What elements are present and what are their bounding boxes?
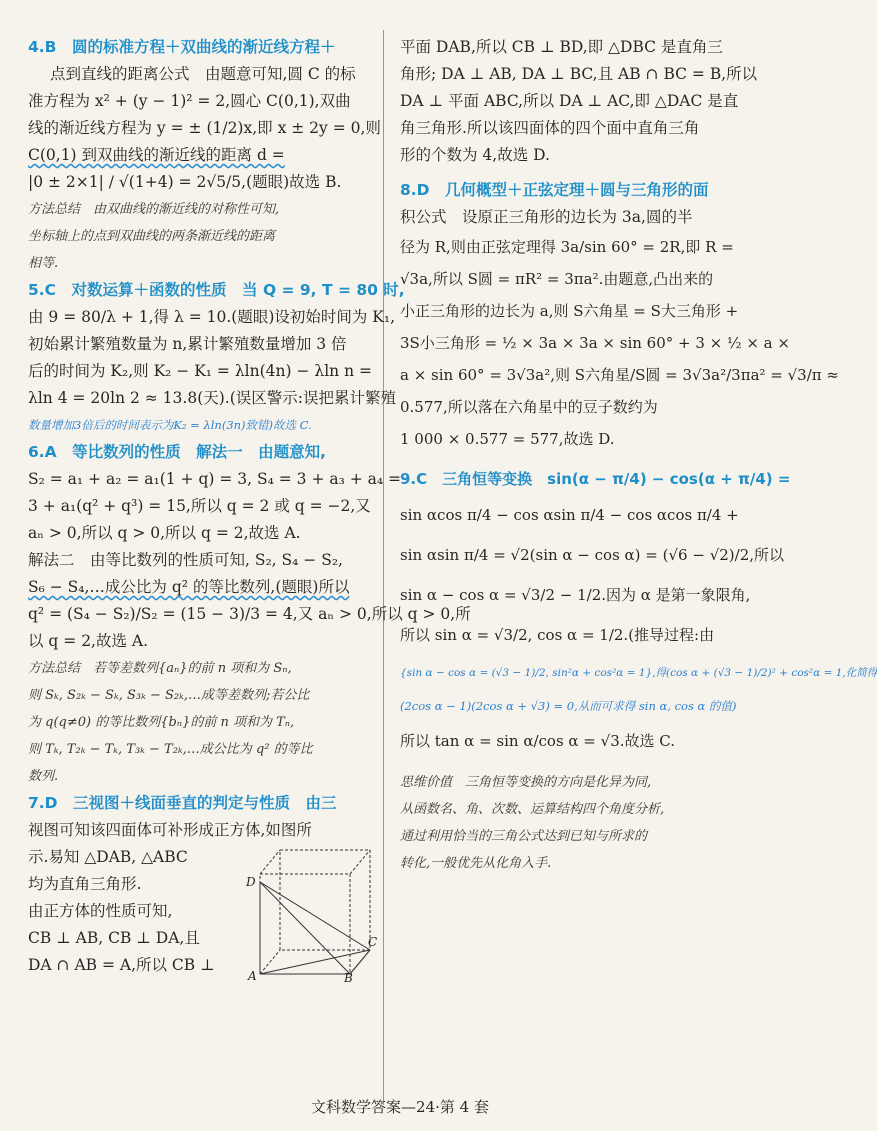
answer-5-line: 由 9 = 80/λ + 1,得 λ = 10.(题眼)设初始时间为 K₁,	[28, 308, 396, 326]
method-line: 方法总结 若等差数列{aₙ}的前 n 项和为 Sₙ,	[28, 661, 292, 676]
answer-9-line: {sin α − cos α = (√3 − 1)/2, sin²α + cos²α = 1},得(cos α + (√3 − 1)/2)² + cos²α = 1,化简得	[400, 667, 877, 679]
answer-4-line: C(0,1) 到双曲线的渐近线的距离 d =	[28, 146, 285, 164]
answer-8-line: 径为 R,则由正弦定理得 3a/sin 60° = 2R,即 R =	[400, 238, 734, 256]
value-line: 从函数名、角、次数、运算结构四个角度分析,	[400, 802, 665, 817]
answer-9-heading: 9.C 三角恒等变换 sin(α − π/4) − cos(α + π/4) =	[400, 470, 791, 488]
method-line: 为 q(q≠0) 的等比数列{bₙ}的前 n 项和为 Tₙ,	[28, 715, 295, 730]
value-line: 转化,一般优先从化角入手.	[400, 856, 552, 871]
answer-9-line: sin αcos π/4 − cos αsin π/4 − cos αcos π/4 +	[400, 506, 739, 524]
answer-7-line: 角形; DA ⊥ AB, DA ⊥ BC,且 AB ∩ BC = B,所以	[400, 65, 758, 83]
answer-7-line: 均为直角三角形.	[28, 875, 142, 893]
answer-7-line: 平面 DAB,所以 CB ⊥ BD,即 △DBC 是直角三	[400, 38, 723, 56]
answer-7-line: 角三角形.所以该四面体的四个面中直角三角	[400, 119, 700, 137]
method-line: 坐标轴上的点到双曲线的两条渐近线的距离	[28, 229, 276, 244]
answer-8	[400, 177, 839, 455]
answer-5-line: λln 4 = 20ln 2 ≈ 13.8(天).(误区警示:误把累计繁殖	[28, 389, 396, 407]
answer-8-line: 1 000 × 0.577 = 577,故选 D.	[400, 430, 615, 448]
answer-7-line: 视图可知该四面体可补形成正方体,如图所	[28, 821, 312, 839]
answer-6-line: aₙ > 0,所以 q > 0,所以 q = 2,故选 A.	[28, 524, 301, 542]
fig-label-b: B	[344, 971, 353, 985]
method-line: 则 Sₖ, S₂ₖ − Sₖ, S₃ₖ − S₂ₖ,…成等差数列;若公比	[28, 688, 310, 703]
answer-8-line: a × sin 60° = 3√3a²,则 S六角星/S圆 = 3√3a²/3πa² = √3/π ≈	[400, 366, 839, 384]
method-line: 数列.	[28, 769, 59, 784]
answer-7-heading: 7.D 三视图＋线面垂直的判定与性质 由三	[28, 794, 337, 812]
fig-label-a: A	[248, 969, 257, 983]
page-footer: 文科数学答案—24·第 4 套	[311, 1098, 489, 1116]
answer-9-line: 所以 sin α = √3/2, cos α = 1/2.(推导过程:由	[400, 626, 715, 644]
answer-9	[400, 463, 877, 761]
left-column	[28, 34, 471, 985]
answer-7-line: 示.易知 △DAB, △ABC	[28, 848, 188, 866]
answer-8-line: 0.577,所以落在六角星中的豆子数约为	[400, 398, 658, 416]
method-summary-4	[28, 196, 376, 277]
answer-4-line: 点到直线的距离公式 由题意可知,圆 C 的标	[50, 65, 356, 83]
answer-8-line: √3a,所以 S圆 = πR² = 3πa².由题意,凸出来的	[400, 270, 714, 288]
value-line: 通过利用恰当的三角公式达到已知与所求的	[400, 829, 648, 844]
answer-9-line: (2cos α − 1)(2cos α + √3) = 0,从而可求得 sin α, cos α 的值)	[400, 699, 737, 713]
answer-5-heading: 5.C 对数运算＋函数的性质 当 Q = 9, T = 80 时,	[28, 281, 405, 299]
answer-4-line: 线的渐近线方程为 y = ± (1/2)x,即 x ± 2y = 0,则	[28, 119, 381, 137]
answer-4-line: |0 ± 2×1| / √(1+4) = 2√5/5,(题眼)故选 B.	[28, 173, 342, 191]
answer-6-line: S₂ = a₁ + a₂ = a₁(1 + q) = 3, S₄ = 3 + a₃ + a₄ =	[28, 470, 402, 488]
answer-6-line: q² = (S₄ − S₂)/S₂ = (15 − 3)/3 = 4,又 aₙ > 0,所以 q > 0,所	[28, 605, 471, 623]
answer-7-continued	[400, 34, 780, 169]
fig-label-d: D	[246, 875, 256, 889]
answer-8-heading: 8.D 几何概型＋正弦定理＋圆与三角形的面	[400, 181, 709, 199]
answer-4-heading: 4.B 圆的标准方程＋双曲线的渐近线方程＋	[28, 38, 336, 56]
answer-8-line: 积公式 设原正三角形的边长为 3a,圆的半	[400, 208, 693, 226]
answer-5-line: 后的时间为 K₂,则 K₂ − K₁ = λln(4n) − λln n =	[28, 362, 372, 380]
answer-8-line: 3S小三角形 = ½ × 3a × 3a × sin 60° + 3 × ½ × a ×	[400, 334, 790, 352]
answer-7-line: DA ⊥ 平面 ABC,所以 DA ⊥ AC,即 △DAC 是直	[400, 92, 739, 110]
answer-5-line: 数量增加3倍后的时间表示为K₂ = λln(3n)致错)故选 C.	[28, 418, 312, 432]
answer-7-line: 形的个数为 4,故选 D.	[400, 146, 550, 164]
method-summary-6	[28, 655, 376, 790]
thinking-value	[400, 769, 780, 877]
value-line: 思维价值 三角恒等变换的方向是化异为同,	[400, 775, 652, 790]
cube-figure	[240, 842, 378, 985]
answer-9-line: 所以 tan α = sin α/cos α = √3.故选 C.	[400, 732, 675, 750]
answer-6-line: S₆ − S₄,…成公比为 q² 的等比数列,(题眼)所以	[28, 578, 350, 596]
answer-8-line: 小正三角形的边长为 a,则 S六角星 = S大三角形 +	[400, 302, 739, 320]
method-line: 则 Tₖ, T₂ₖ − Tₖ, T₃ₖ − T₂ₖ,…成公比为 q² 的等比	[28, 742, 313, 757]
answer-6-line: 解法二 由等比数列的性质可知, S₂, S₄ − S₂,	[28, 551, 343, 569]
answer-6-line: 以 q = 2,故选 A.	[28, 632, 149, 650]
method-line: 相等.	[28, 256, 59, 271]
answer-9-line: sin α − cos α = √3/2 − 1/2.因为 α 是第一象限角,	[400, 586, 751, 604]
answer-9-line: sin αsin π/4 = √2(sin α − cos α) = (√6 − √2)/2,所以	[400, 546, 785, 564]
fig-label-c: C	[368, 935, 378, 949]
right-column	[400, 34, 877, 877]
answer-7-line: CB ⊥ AB, CB ⊥ DA,且	[28, 929, 200, 947]
column-divider	[383, 30, 384, 1105]
answer-6-heading: 6.A 等比数列的性质 解法一 由题意知,	[28, 443, 327, 461]
answer-5	[28, 277, 405, 439]
answer-6-line: 3 + a₁(q² + q³) = 15,所以 q = 2 或 q = −2,又	[28, 497, 371, 515]
answer-7-line: DA ∩ AB = A,所以 CB ⊥	[28, 956, 215, 974]
answer-6	[28, 439, 471, 655]
answer-5-line: 初始累计繁殖数量为 n,累计繁殖数量增加 3 倍	[28, 335, 347, 353]
method-line: 方法总结 由双曲线的渐近线的对称性可知,	[28, 202, 280, 217]
answer-7	[28, 790, 378, 985]
answer-7-line: 由正方体的性质可知,	[28, 902, 173, 920]
answer-4	[28, 34, 381, 196]
answer-4-line: 准方程为 x² + (y − 1)² = 2,圆心 C(0,1),双曲	[28, 92, 351, 110]
